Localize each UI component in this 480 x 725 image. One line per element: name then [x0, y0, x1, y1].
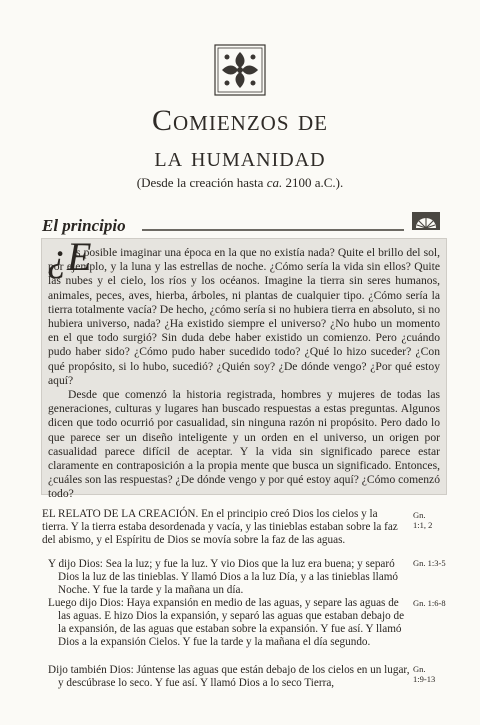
narrative-paragraph: EL RELATO DE LA CREACIÓN. En el principio creó Dios los cielos y la tierra. Y la tierra estaba desordenada y vacía, y las tinieblas estaban sobre la faz del abismo, y el Espíritu de Dios se movía sobre la faz de las aguas.: [42, 508, 398, 546]
narrative-paragraph: Dijo también Dios: Júntense las aguas que están debajo de los cielos en un lugar, y descúbrase lo seco. Y fue así. Y llamó Dios a lo seco Tierra,: [48, 664, 410, 689]
intro-box: [41, 234, 447, 501]
intro-paragraph-2: Desde que comenzó la historia registrada, hombres y mujeres de todas las generaciones, culturas y lugares han buscado respuestas a estas preguntas. Algunos dicen que todo ocurrió por casualidad, sin ninguna razón ni propósito. Pero dado lo que parece ser un diseño inteligente y un orden en el universo, un origen por casualidad parece difícil de aceptar. Y la vida sin significado parece estar claramente en contraposición a la propia mente que busca un significado. Entonces, ¿cuáles son las respuestas? ¿De dónde vengo y por qué estoy aquí? ¿Cómo comenzó todo?: [48, 388, 440, 501]
narrative-paragraph: Y dijo Dios: Sea la luz; y fue la luz. Y vio Dios que la luz era buena; y separó Dios la luz de las tinieblas. Y llamó Dios a la luz Día, y a las tinieblas llamó Noche. Y fue la tarde y la mañana un día.: [48, 558, 398, 596]
chapter-title-line2: la humanidad: [154, 142, 326, 173]
scripture-reference: Gn. 1:9-13: [413, 664, 436, 684]
narrative-paragraph: Luego dijo Dios: Haya expansión en medio de las aguas, y separe las aguas de las aguas. E hizo Dios la expansión, y separó las aguas que estaban debajo de la expansión, de las aguas que estaban sobre la expansión. Y fue así. Y llamó Dios a la expansión Cielos. Y fue la tarde y la mañana el día segundo.: [48, 597, 405, 648]
scripture-reference: Gn. 1:6-8: [413, 598, 446, 608]
chapter-subtitle: (Desde la creación hasta ca. 2100 a.C.).: [136, 175, 344, 190]
scripture-reference: Gn. 1:1, 2: [413, 510, 433, 530]
rising-sun-icon: [412, 212, 440, 230]
chapter-title-line1: Comienzos de: [152, 104, 328, 137]
section-title: El principio: [42, 216, 126, 235]
celtic-cross-ornament-icon: [214, 44, 266, 96]
section-divider: [142, 229, 404, 231]
scripture-reference: Gn. 1:3-5: [413, 558, 446, 568]
intro-paragraph-1: s posible imaginar una época en la que no existía nada? Quite el brillo del sol, por ejemplo, y la luna y las estrellas de noche. ¿Cómo sería la vida sin ellos? Quite las nubes y el cielo, los ríos y los océanos. Imagine la tierra sin seres humanos, animales, peces, aves, hierba, árboles, ni plantas de cualquier tipo. ¿Cómo sería la tierra totalmente vacía? De hecho, ¿cómo sería si no hubiera tierra en absoluto, si no hubiera universo, nada? ¿Ha existido siempre el universo? ¿No hubo un momento en el que todo surgió? Sin duda debe haber existido un comienzo. Pero ¿cuándo pudo haber sido? ¿Cómo pudo haber sucedido todo? ¿Qué lo hizo suceder? ¿Con qué propósito, si lo hubo, sucedió? ¿Quién soy? ¿De dónde vengo? ¿Por qué estoy aquí?: [48, 246, 440, 387]
drop-cap: ¿E: [47, 234, 92, 279]
